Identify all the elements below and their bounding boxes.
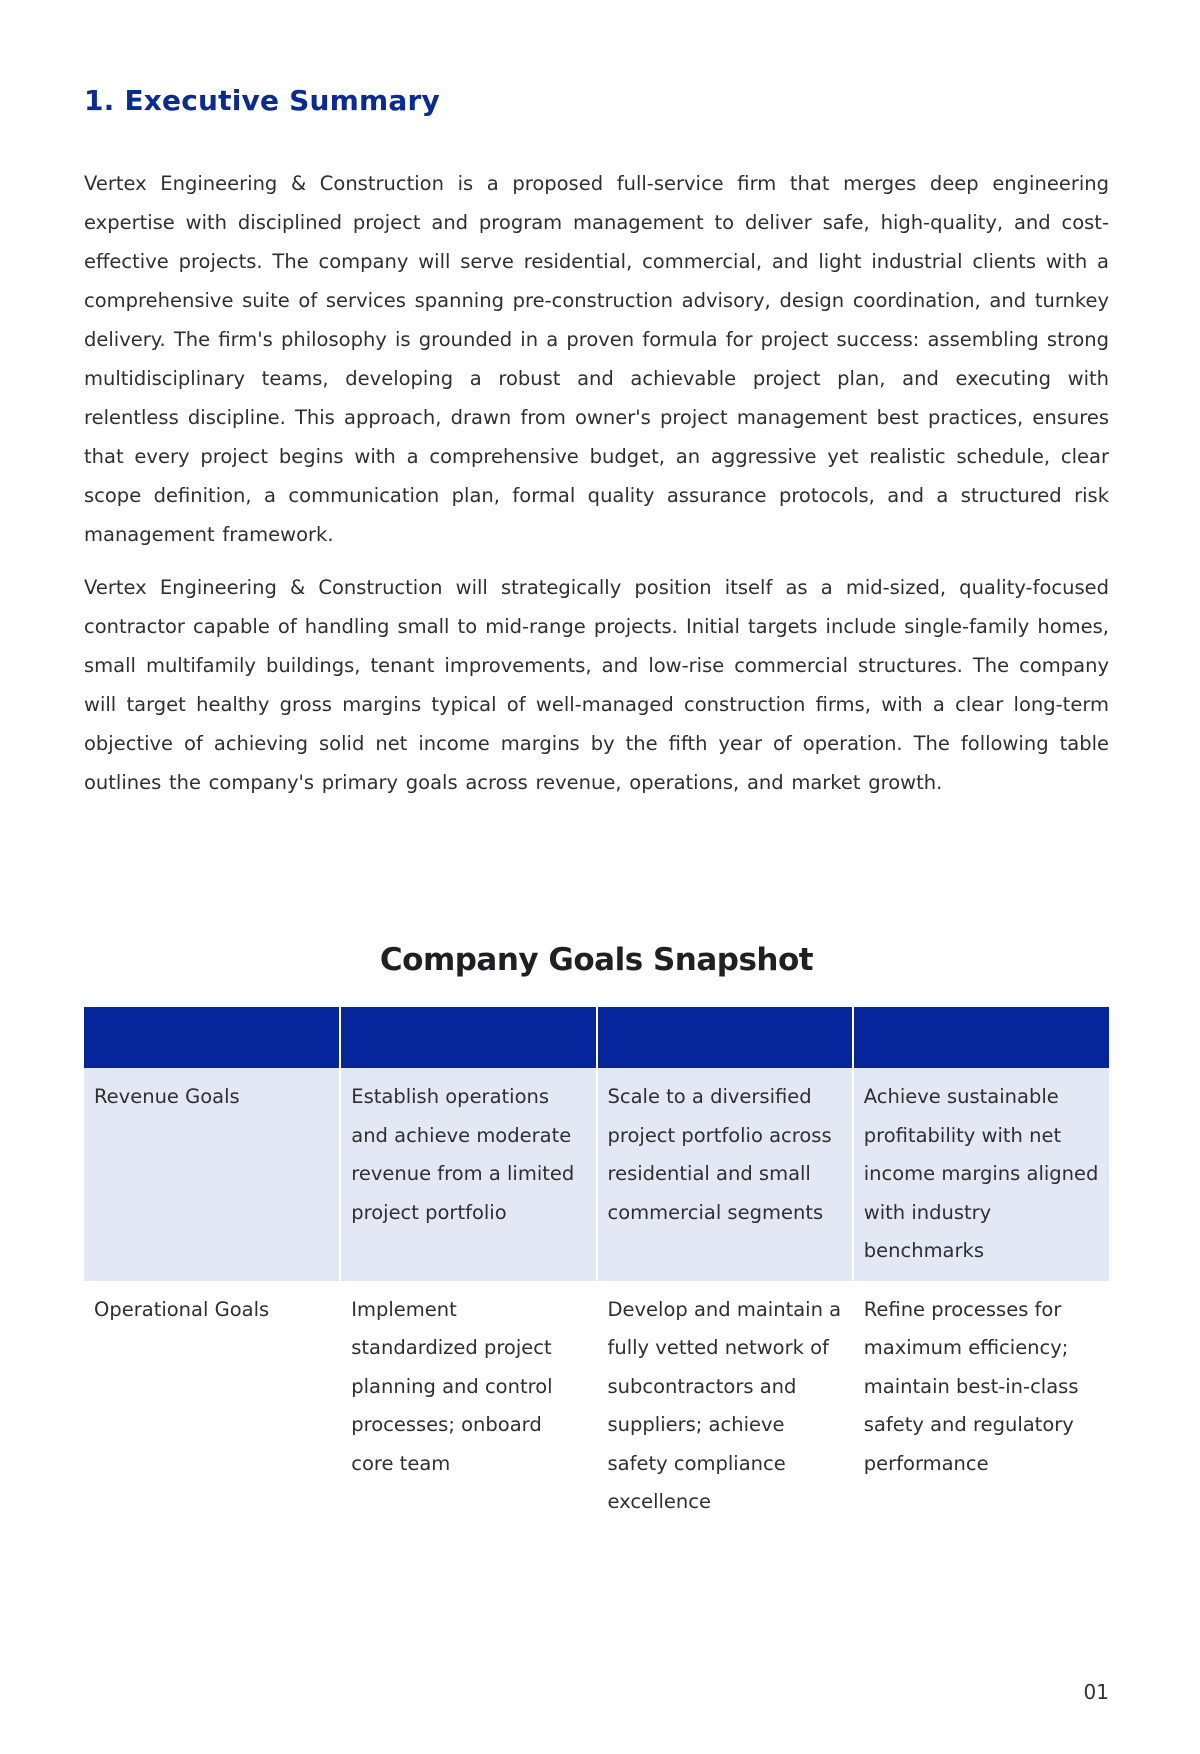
table-cell: Achieve sustainable profitability with net income margins aligned with industry benchmarks [853,1068,1109,1281]
page-number: 01 [1083,1680,1109,1704]
table-header-cell [597,1007,853,1068]
table-header-cell [340,1007,596,1068]
table-row-operational-goals [84,1281,1109,1532]
row-label: Revenue Goals [84,1068,340,1281]
document-page [84,0,1109,1754]
table-row-revenue-goals [84,1068,1109,1281]
table-cell: Develop and maintain a fully vetted network of subcontractors and suppliers; achieve safety compliance excellence [597,1281,853,1532]
table-header-cell [853,1007,1109,1068]
row-label: Operational Goals [84,1281,340,1532]
table-header-row [84,1007,1109,1068]
table-header-cell [84,1007,340,1068]
table-cell: Scale to a diversified project portfolio across residential and small commercial segments [597,1068,853,1281]
body-paragraph-2: Vertex Engineering & Construction will strategically position itself as a mid-sized, quality-focused contractor capable of handling small to mid-range projects. Initial targets include single-family homes, small multifamily buildings, tenant improvements, and low-rise commercial structures. The company will target healthy gross margins typical of well-managed construction firms, with a clear long-term objective of achieving solid net income margins by the fifth year of operation. The following table outlines the company's primary goals across revenue, operations, and market growth. [84,576,1109,794]
table-cell: Refine processes for maximum efficiency; maintain best-in-class safety and regulatory performance [853,1281,1109,1532]
table-title: Company Goals Snapshot [379,942,814,978]
section-title: 1. Executive Summary [84,84,440,117]
goals-table [84,1007,1109,1532]
table-cell: Establish operations and achieve moderate revenue from a limited project portfolio [340,1068,596,1281]
table-cell: Implement standardized project planning and control processes; onboard core team [340,1281,596,1532]
body-paragraph-1: Vertex Engineering & Construction is a proposed full-service firm that merges deep engineering expertise with disciplined project and program management to deliver safe, high-quality, and cost-effective projects. The company will serve residential, commercial, and light industrial clients with a comprehensive suite of services spanning pre-construction advisory, design coordination, and turnkey delivery. The firm's philosophy is grounded in a proven formula for project success: assembling strong multidisciplinary teams, developing a robust and achievable project plan, and executing with relentless discipline. This approach, drawn from owner's project management best practices, ensures that every project begins with a comprehensive budget, an aggressive yet realistic schedule, clear scope definition, a communication plan, formal quality assurance protocols, and a structured risk management framework. [84,172,1109,546]
